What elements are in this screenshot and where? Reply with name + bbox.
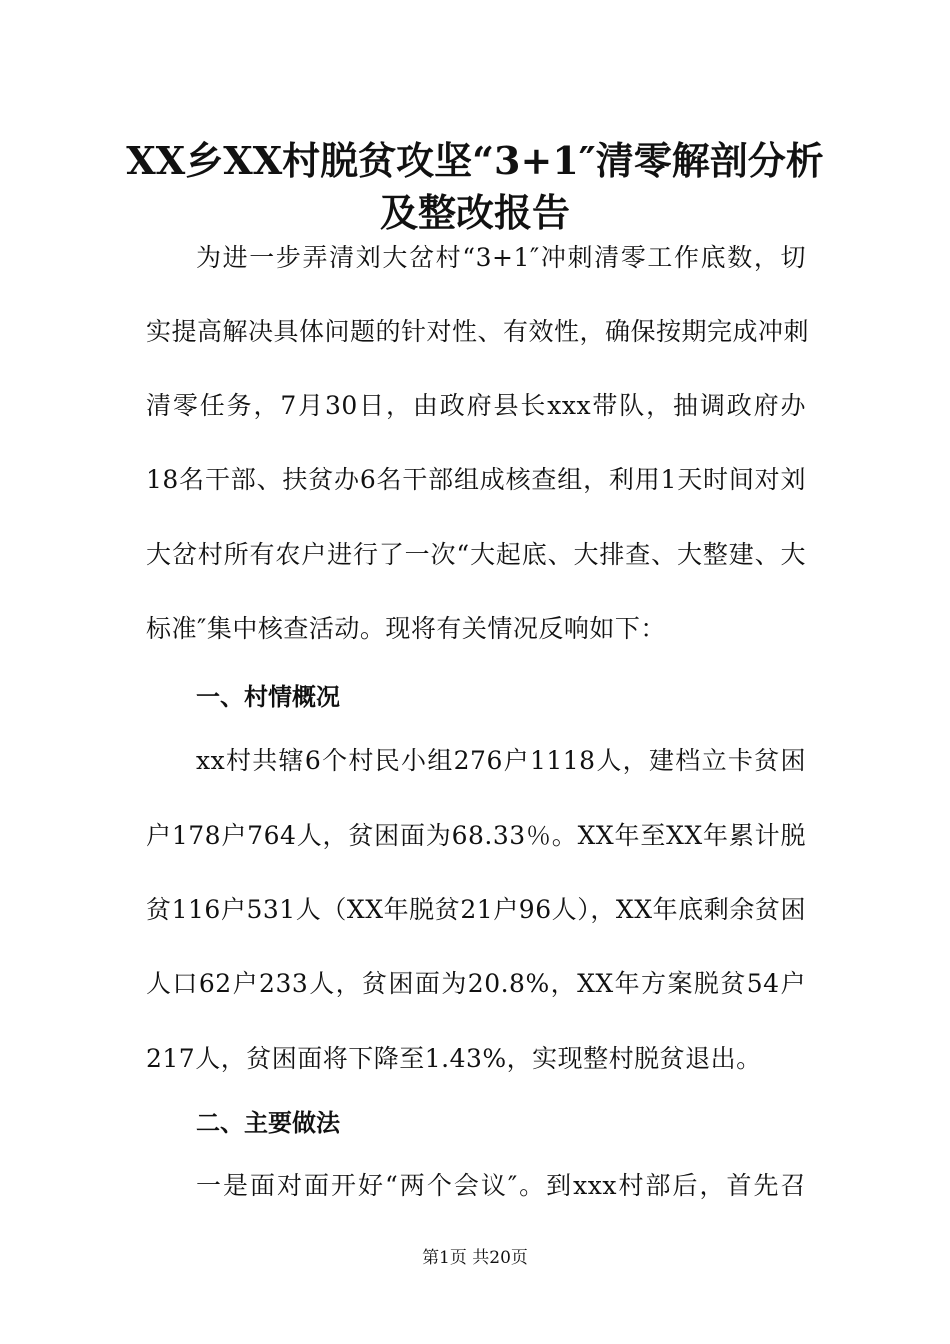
- paragraph-line: 217人，贫困面将下降至1.43%，实现整村脱贫退出。: [146, 1044, 762, 1073]
- paragraph-line: 实提高解决具体问题的针对性、有效性，确保按期完成冲刺: [146, 317, 810, 346]
- document-title-line-1: XX乡XX村脱贫攻坚“3+1″清零解剖分析: [126, 138, 824, 183]
- paragraph-line: xx村共辖6个村民小组276户1118人，建档立卡贫困: [196, 746, 806, 775]
- section-heading-1: 一、村情概况: [196, 683, 340, 711]
- paragraph-line: 18名干部、扶贫办6名干部组成核查组，利用1天时间对刘: [146, 465, 806, 494]
- paragraph-line: 户178户764人，贫困面为68.33％。XX年至XX年累计脱: [146, 821, 806, 850]
- document-title-line-2: 及整改报告: [379, 190, 570, 235]
- paragraph-line: 清零任务，7月30日，由政府县长xxx带队，抽调政府办: [146, 391, 806, 420]
- paragraph-line: 标准″集中核查活动。现将有关情况反响如下：: [146, 614, 666, 643]
- paragraph-line: 为进一步弄清刘大岔村“3+1″冲刺清零工作底数，切: [196, 243, 806, 272]
- paragraph-line: 一是面对面开好“两个会议″。到xxx村部后，首先召: [196, 1171, 806, 1200]
- paragraph-line: 贫116户531人（XX年脱贫21户96人），XX年底剩余贫困: [146, 895, 806, 924]
- page-number-footer: 第1页 共20页: [422, 1248, 528, 1268]
- section-heading-2: 二、主要做法: [196, 1109, 340, 1137]
- paragraph-line: 大岔村所有农户进行了一次“大起底、大排查、大整建、大: [146, 540, 806, 569]
- paragraph-line: 人口62户233人，贫困面为20.8%，XX年方案脱贫54户: [146, 969, 806, 998]
